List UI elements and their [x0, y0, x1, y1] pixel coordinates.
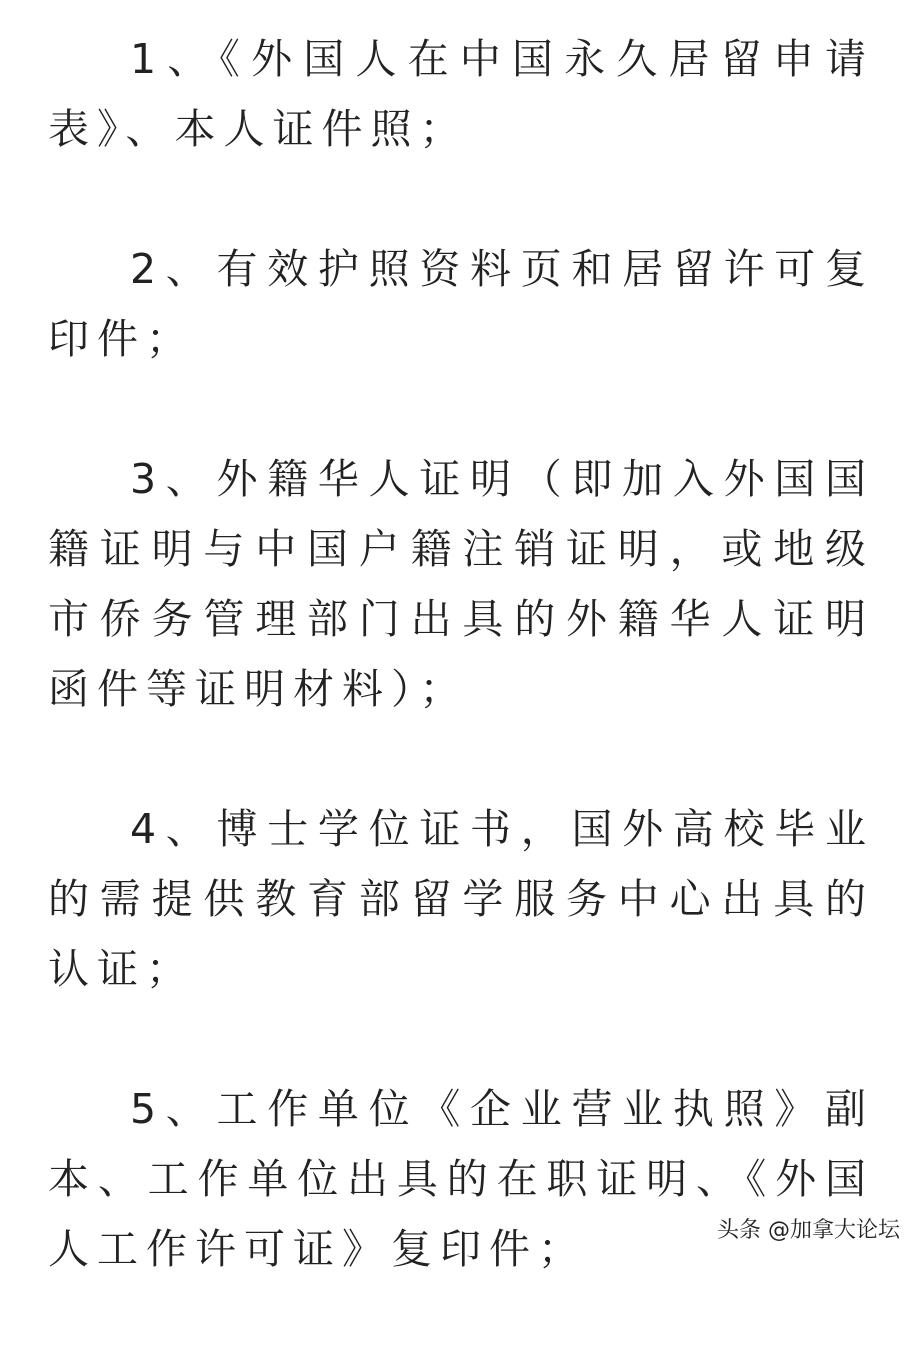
- list-item-5: 5、工作单位《企业营业执照》副本、工作单位出具的在职证明、《外国人工作许可证》复印件；: [48, 1085, 874, 1273]
- watermark: 头条 @加拿大论坛: [717, 1218, 900, 1243]
- list-item-1: 1、《外国人在中国永久居留申请表》、本人证件照；: [48, 35, 874, 153]
- list-item-2: 2、有效护照资料页和居留许可复印件；: [48, 245, 874, 363]
- document-body: [48, 24, 874, 1354]
- list-item-3: 3、外籍华人证明（即加入外国国籍证明与中国户籍注销证明，或地级市侨务管理部门出具的外籍华人证明函件等证明材料）；: [48, 455, 874, 713]
- list-item-4: 4、博士学位证书，国外高校毕业的需提供教育部留学服务中心出具的认证；: [48, 805, 874, 993]
